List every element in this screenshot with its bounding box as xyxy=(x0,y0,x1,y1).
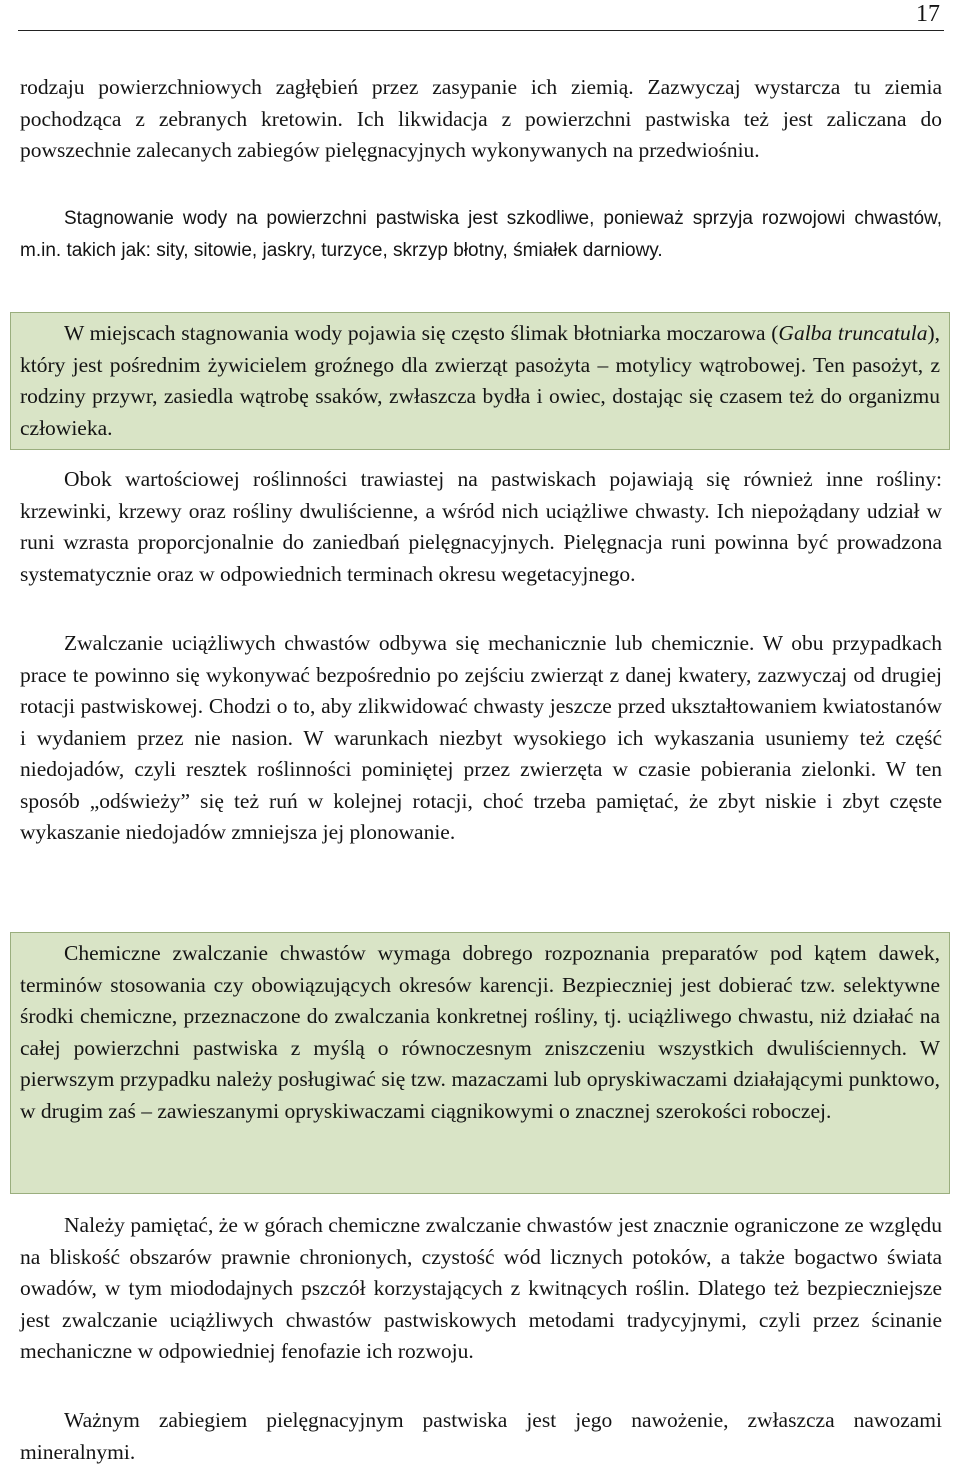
header-rule xyxy=(18,30,944,31)
paragraph-stagnant-water: Stagnowanie wody na powierzchni pastwiska jest szkodliwe, ponieważ sprzyja rozwojowi chwastów, m.in. takich jak: sity, sitowie, jaskry, turzyce, skrzyp błotny, śmiałek darniowy. xyxy=(20,208,942,261)
paragraph-mountains: Należy pamiętać, że w górach chemiczne zwalczanie chwastów jest znacznie ograniczone ze względu na bliskość obszarów prawnie chronionych, czystość wód licznych potoków, a także bogactwo świata owadów, w tym miododajnych pszczół korzystających z kwitnących roślin. Dlatego też bezpieczniejsze jest zwalczanie uciążliwych chwastów pastwiskowych metodami tradycyjnymi, czyli przez ścinanie mechaniczne w odpowiedniej fenofazie ich rozwoju. xyxy=(20,1213,942,1363)
highlight-box-chemical-control-text: Chemiczne zwalczanie chwastów wymaga dobrego rozpoznania preparatów pod kątem dawek, terminów stosowania czy obowiązujących okresów karencji. Bezpieczniej jest dobierać tzw. selektywne środki chemiczne, przeznaczone do zwalczania konkretnej rośliny, tj. uciążliwego chwastu, niż działać na całej powierzchni pastwiska z myślą o równoczesnym zniszczeniu wszystkich dwuliściennych. W pierwszym przypadku należy posługiwać się tzw. mazaczami lub opryskiwaczami działającymi punktowo, w drugim zaś – zawieszanymi opryskiwaczami ciągnikowymi o znacznej szerokości roboczej. xyxy=(20,941,940,1123)
highlight-box-liver-fluke-text xyxy=(20,318,940,444)
box1-text-before: W miejscach stagnowania wody pojawia się często ślimak błotniarka moczarowa ( xyxy=(64,321,779,345)
paragraph-fertilization: Ważnym zabiegiem pielęgnacyjnym pastwiska jest jego nawożenie, zwłaszcza nawozami mineralnymi. xyxy=(20,1408,942,1464)
page-number: 17 xyxy=(916,1,940,27)
paragraph-weeds-intro: Obok wartościowej roślinności trawiastej na pastwiskach pojawiają się również inne rośliny: krzewinki, krzewy oraz rośliny dwuliścienne, a wśród nich uciążliwe chwasty. Ich niepożądany udział w runi wzrasta proporcjonalnie do zaniedbań pielęgnacyjnych. Pielęgnacja runi powinna być prowadzona systematycznie oraz w odpowiednich terminach okresu wegetacyjnego. xyxy=(20,467,942,586)
paragraph-continuation: rodzaju powierzchniowych zagłębień przez zasypanie ich ziemią. Zazwyczaj wystarcza tu ziemia pochodząca z zebranych kretowin. Ich likwidacja z powierzchni pastwiska też jest zaliczana do powszechnie zalecanych zabiegów pielęgnacyjnych wykonywanych na przedwiośniu. xyxy=(20,75,942,162)
highlight-box-liver-fluke xyxy=(10,312,950,450)
species-latin-name: Galba truncatula xyxy=(778,321,928,345)
paragraph-weed-control: Zwalczanie uciążliwych chwastów odbywa się mechanicznie lub chemicznie. W obu przypadkach prace te powinno się wykonywać bezpośrednio po zejściu zwierząt z danej kwatery, zazwyczaj od drugiej rotacji pastwiskowej. Chodzi o to, aby zlikwidować chwasty jeszcze przed ukształtowaniem kwiatostanów i wydaniem przez nie nasion. W warunkach niezbyt wysokiego ich wykaszania usuniemy też część niedojadów, czyli resztek roślinności pominiętej przez zwierzęta w czasie pobierania zielonki. W ten sposób „odświeży” się też ruń w kolejnej rotacji, choć trzeba pamiętać, że zbyt niskie i zbyt częste wykaszanie niedojadów zmniejsza jej plonowanie. xyxy=(20,631,942,844)
box1-text-after: ), który jest pośrednim żywicielem groźnego dla zwierząt pasożyta – motylicy wątrobowej. Ten pasożyt, z rodziny przywr, zasiedla wątrobę ssaków, zwłaszcza bydła i owiec, dostając się czasem też do organizmu człowieka. xyxy=(20,321,940,440)
highlight-box-chemical-control xyxy=(10,932,950,1194)
